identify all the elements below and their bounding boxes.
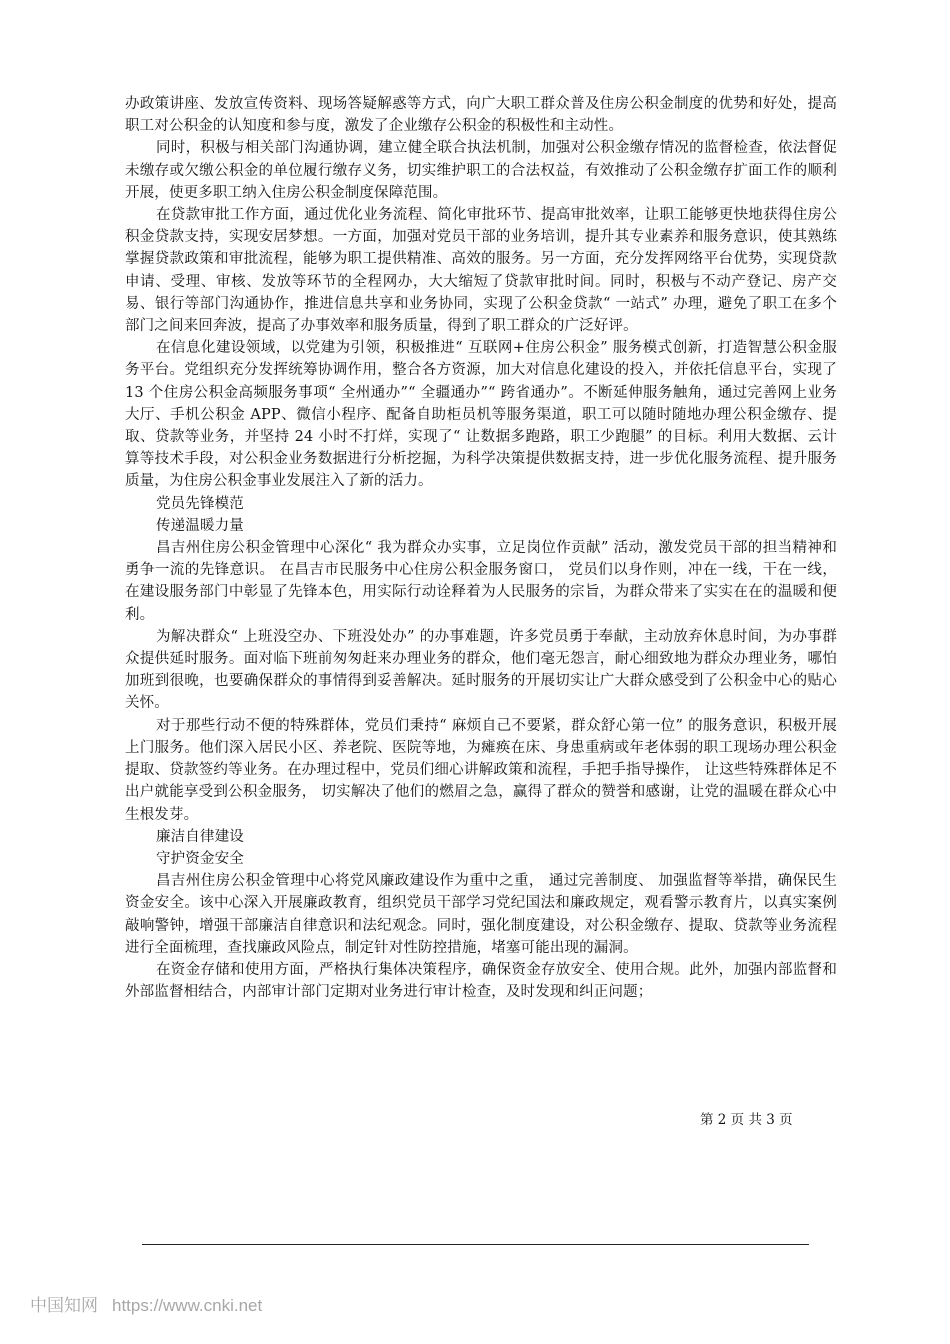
paragraph-extended-service: 为解决群众“ 上班没空办、下班没处办” 的办事难题，许多党员勇于奉献，主动放弃休息时间，为办事群众提供延时服务。面对临下班前匆匆赶来办理业务的群众，他们毫无怨言，耐心细致地为群众办理业务，哪怕加班到很晚，也要确保群众的事情得到妥善解决。延时服务的开展切实让广大群众感受到了公积金中心的贴心关怀。 — [125, 628, 837, 712]
paragraph-service-window: 昌吉州住房公积金管理中心深化“ 我为群众办实事，立足岗位作贡献” 活动，激发党员干部的担当精神和勇争一流的先锋意识。 在昌吉市民服务中心住房公积金服务窗口， 党员们以身作则，冲在一线，干在一线，在建设服务部门中彰显了先锋本色，用实际行动诠释着为人民服务的宗旨，为群众带来了实实在在的温暖和便利。 — [125, 540, 837, 623]
source-watermark — [30, 1294, 262, 1318]
paragraph-anti-corruption: 昌吉州住房公积金管理中心将党风廉政建设作为重中之重， 通过完善制度、 加强监督等举措，确保民生资金安全。该中心深入开展廉政教育，组织党员干部学习党纪国法和廉政规定，观看警示教育片，以真实案例敲响警钟，增强干部廉洁自律意识和法纪观念。同时，强化制度建设，对公积金缴存、提取、贷款等业务流程进行全面梳理，查找廉政风险点，制定针对性防控措施，堵塞可能出现的漏洞。 — [125, 873, 837, 956]
watermark-url: https://www.cnki.net — [112, 1296, 263, 1315]
section-subheading-warmth: 传递温暖力量 — [156, 517, 244, 534]
section-heading-integrity: 廉洁自律建设 — [156, 828, 244, 845]
paragraph-informatization: 在信息化建设领域，以党建为引领，积极推进“ 互联网+住房公积金” 服务模式创新，打造智慧公积金服务平台。党组织充分发挥统筹协调作用，整合各方资源，加大对信息化建设的投入，并依托信息平台，实现了 13 个住房公积金高频服务事项“ 全州通办”“ 全疆通办”“ 跨省通办”。不断延伸服务触角，通过完善网上业务大厅、手机公积金 APP、微信小程序、配备自助柜员机等服务渠道，职工可以随时随地办理公积金缴存、提取、贷款等业务，并坚持 24 小时不打烊，实现了“ 让数据多跑路，职工少跑腿” 的目标。利用大数据、云计算等技术手段，对公积金业务数据进行分析挖掘，为科学决策提供数据支持，进一步优化服务流程、提升服务质量，为住房公积金事业发展注入了新的活力。 — [125, 340, 837, 490]
footer-divider — [142, 1244, 809, 1245]
paragraph-door-to-door: 对于那些行动不便的特殊群体，党员们秉持“ 麻烦自己不要紧，群众舒心第一位” 的服务意识，积极开展上门服务。他们深入居民小区、养老院、医院等地，为瘫痪在床、身患重病或年老体弱的职工现场办理公积金提取、贷款签约等业务。在办理过程中，党员们细心讲解政策和流程，手把手指导操作， 让这些特殊群体足不出户就能享受到公积金服务， 切实解决了他们的燃眉之急，赢得了群众的赞誉和感谢，让党的温暖在群众心中生根发芽。 — [125, 717, 837, 823]
page-number: 第 2 页 共 3 页 — [700, 1112, 793, 1128]
watermark-name: 中国知网 — [30, 1296, 98, 1315]
section-subheading-fund-safety: 守护资金安全 — [156, 850, 244, 867]
document-body — [125, 93, 837, 1003]
section-heading-vanguard: 党员先锋模范 — [156, 495, 244, 512]
paragraph-fund-usage: 在资金存储和使用方面，严格执行集体决策程序，确保资金存放安全、使用合规。此外，加强内部监督和外部监督相结合，内部审计部门定期对业务进行审计检查，及时发现和纠正问题； — [125, 961, 837, 1001]
paragraph-loan-approval: 在贷款审批工作方面，通过优化业务流程、简化审批环节、提高审批效率，让职工能够更快地获得住房公积金贷款支持，实现安居梦想。一方面，加强对党员干部的业务培训，提升其专业素养和服务意识，使其熟练掌握贷款政策和审批流程，能够为职工提供精准、高效的服务。另一方面，充分发挥网络平台优势，实现贷款申请、受理、审核、发放等环节的全程网办，大大缩短了贷款审批时间。同时，积极与不动产登记、房产交易、银行等部门沟通协作，推进信息共享和业务协同，实现了公积金贷款“ 一站式” 办理，避免了职工在多个部门之间来回奔波，提高了办事效率和服务质量，得到了职工群众的广泛好评。 — [125, 207, 837, 335]
paragraph-law-enforcement: 同时，积极与相关部门沟通协调，建立健全联合执法机制，加强对公积金缴存情况的监督检查，依法督促未缴存或欠缴公积金的单位履行缴存义务，切实维护职工的合法权益，有效推动了公积金缴存扩面工作的顺利开展，使更多职工纳入住房公积金制度保障范围。 — [125, 140, 837, 201]
paragraph-continuation: 办政策讲座、发放宣传资料、现场答疑解惑等方式，向广大职工群众普及住房公积金制度的优势和好处，提高职工对公积金的认知度和参与度，激发了企业缴存公积金的积极性和主动性。 — [125, 96, 837, 135]
